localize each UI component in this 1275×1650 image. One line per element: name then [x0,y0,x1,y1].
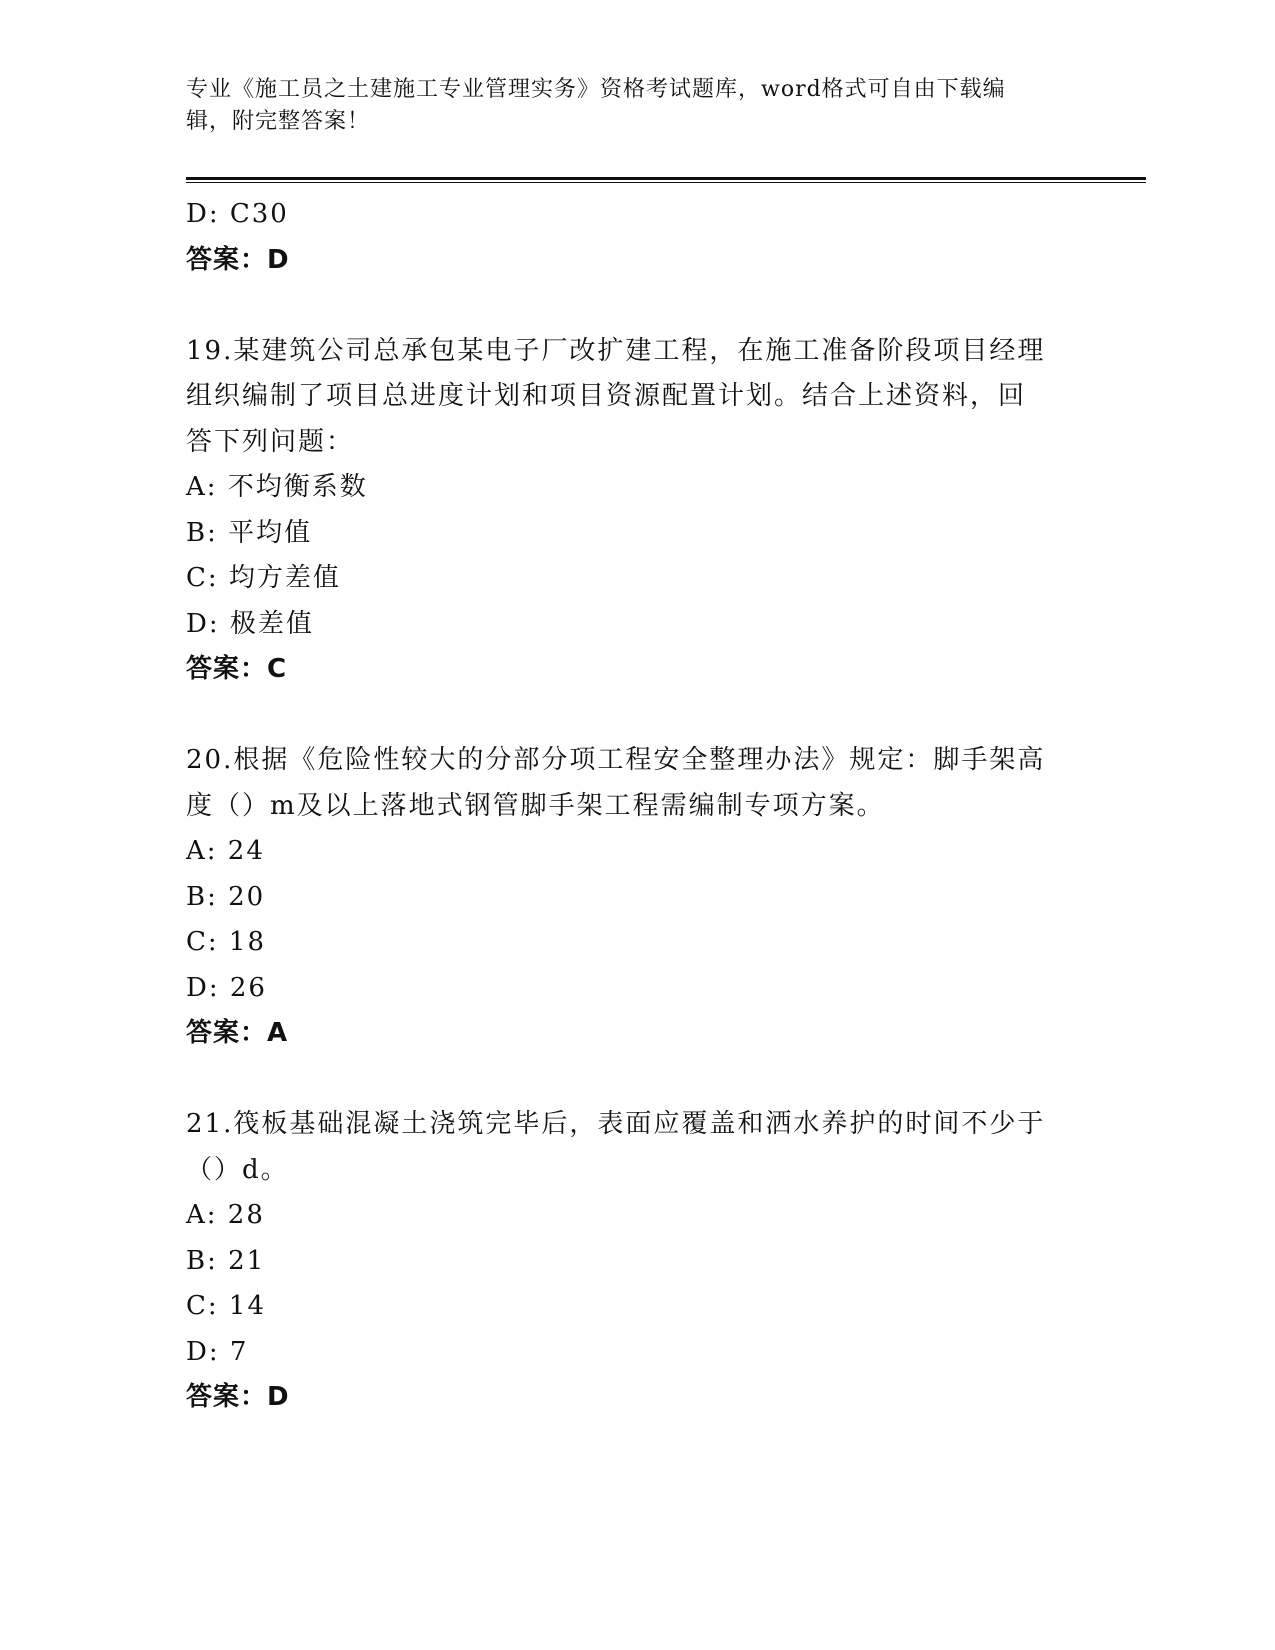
question-stem-line: 20.根据《危险性较大的分部分项工程安全整理办法》规定：脚手架高 [186,745,1046,775]
option-d: D: 26 [186,972,267,1003]
header-divider-thick [186,177,1146,180]
question-21 [186,1102,1086,1421]
document-header [186,74,1086,138]
question-stem-line: （）d。 [186,1154,289,1185]
header-line-1: 专业《施工员之土建施工专业管理实务》资格考试题库，word格式可自由下载编 [186,77,1006,102]
question-stem-line: 21.筏板基础混凝土浇筑完毕后，表面应覆盖和洒水养护的时间不少于 [186,1109,1046,1139]
option-b: B: 21 [186,1245,266,1276]
question-stem-line: 度（）m及以上落地式钢管脚手架工程需编制专项方案。 [186,790,885,821]
question-19 [186,329,1086,693]
option-c: C: 18 [186,927,267,957]
question-stem-line: 19.某建筑公司总承包某电子厂改扩建工程，在施工准备阶段项目经理 [186,335,1046,366]
question-stem-line: 组织编制了项目总进度计划和项目资源配置计划。结合上述资料，回 [186,381,1027,411]
question-stem-line: 答下列问题： [186,426,355,457]
option-b: B: 20 [186,881,266,912]
option-d: D: 极差值 [186,608,314,639]
question-20 [186,738,1086,1057]
option-c: C: 均方差值 [186,563,341,593]
option-d: D: 7 [186,1336,249,1367]
option-a: A: 24 [186,836,265,866]
option-c: C: 14 [186,1291,267,1321]
header-divider-thin [186,182,1146,183]
answer: 答案：C [186,654,288,684]
question-list [186,192,1086,1421]
option-a: A: 28 [186,1200,265,1230]
option-a: A: 不均衡系数 [186,472,368,502]
header-line-2: 辑，附完整答案！ [186,109,371,134]
answer: 答案：A [186,1018,289,1048]
answer: 答案：D [186,1382,290,1412]
prev-option-d: D: C30 [186,199,289,229]
prev-answer: 答案：D [186,244,290,275]
option-b: B: 平均值 [186,517,313,548]
